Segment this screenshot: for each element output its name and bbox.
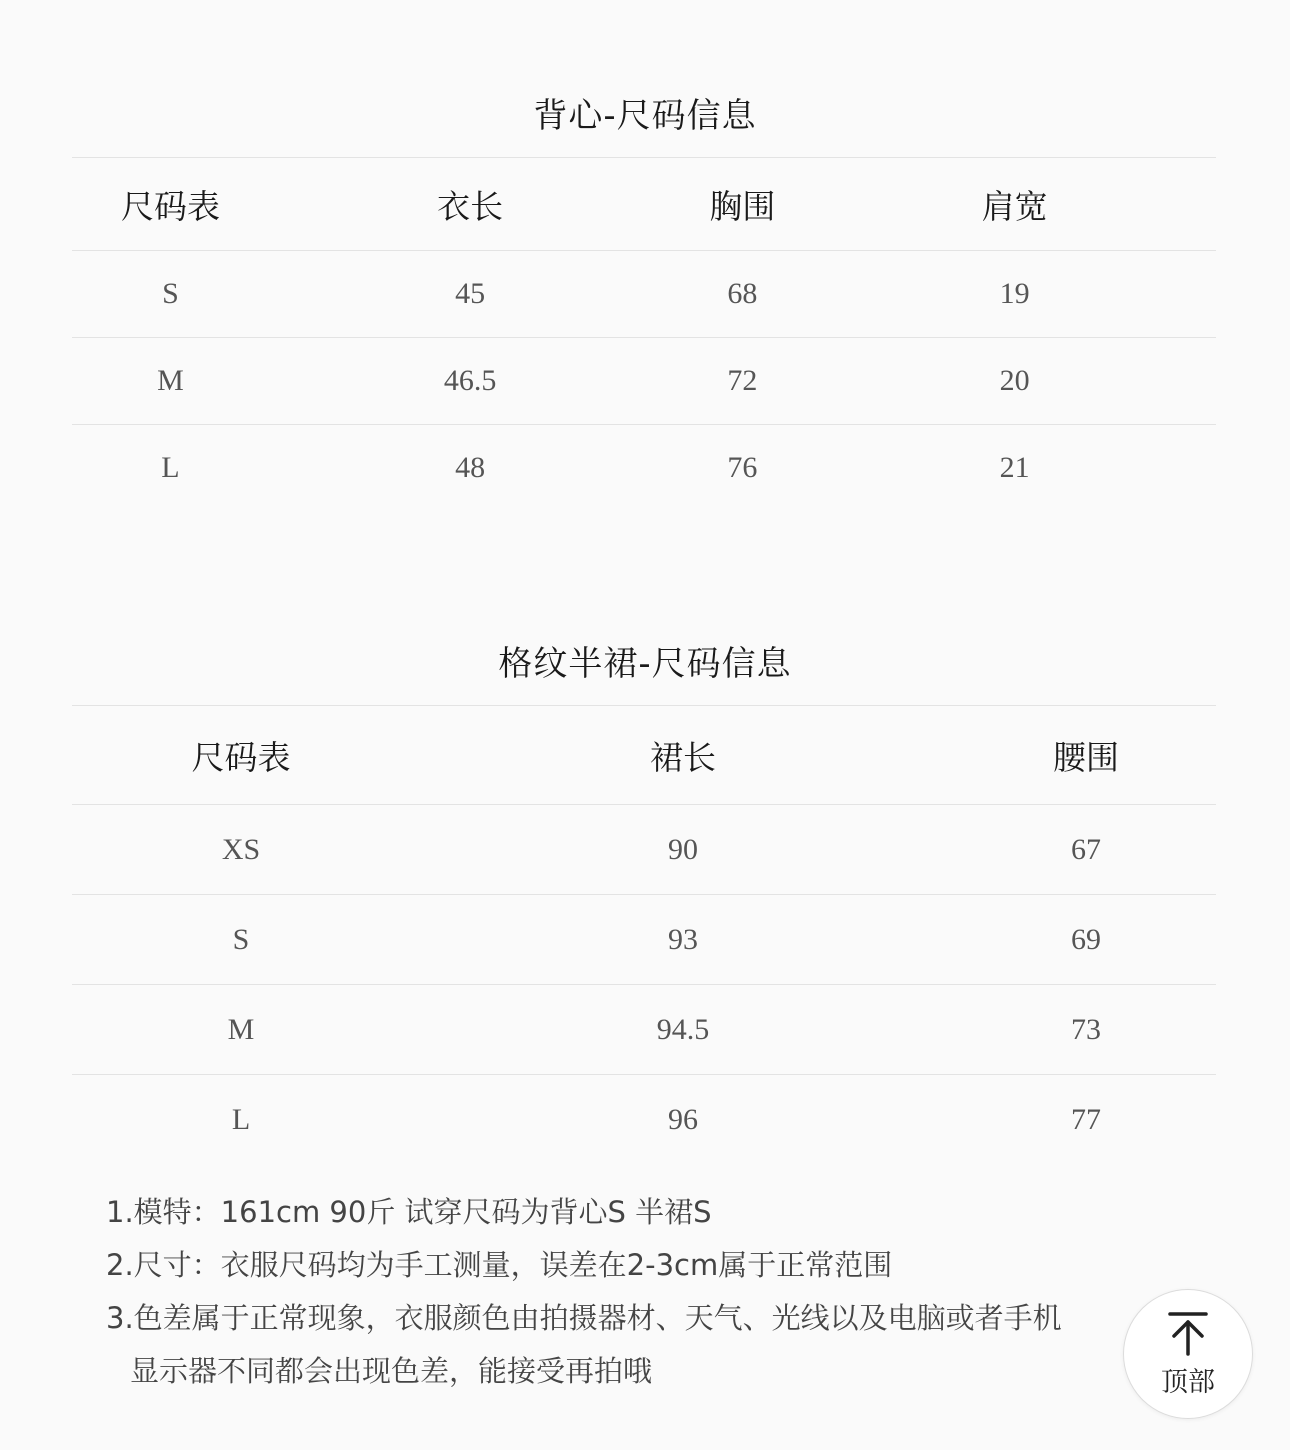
note-color-difference-cont: 显示器不同都会出现色差，能接受再拍哦 <box>130 1354 653 1388</box>
table-cell: 46.5 <box>443 364 497 397</box>
table-row <box>72 424 1216 511</box>
table-cell: 19 <box>999 277 1030 310</box>
size-notes <box>106 1186 1136 1398</box>
table-cell: M <box>227 1012 255 1046</box>
table-cell: L <box>231 1102 251 1136</box>
table-cell: 68 <box>727 277 758 310</box>
table-cell: 20 <box>999 364 1030 397</box>
table-cell: 69 <box>1071 922 1101 956</box>
column-header: 胸围 <box>709 186 776 226</box>
skirt-size-table <box>72 705 1216 1164</box>
table-row <box>72 250 1216 337</box>
table-row <box>72 1074 1216 1164</box>
table-cell: 48 <box>455 451 486 484</box>
column-header: 裙长 <box>650 737 716 777</box>
table-row <box>72 337 1216 424</box>
table-cell: S <box>162 277 179 310</box>
column-header: 肩宽 <box>981 186 1048 226</box>
table-header-row <box>72 157 1216 250</box>
table-row <box>72 984 1216 1074</box>
back-to-top-label: 顶部 <box>1161 1366 1215 1398</box>
note-color-difference: 3.色差属于正常现象，衣服颜色由拍摄器材、天气、光线以及电脑或者手机 <box>106 1301 1062 1335</box>
table-cell: 96 <box>668 1102 698 1136</box>
table-cell: M <box>157 364 184 397</box>
skirt-size-title: 格纹半裙-尺码信息 <box>498 644 792 684</box>
table-cell: 45 <box>455 277 486 310</box>
column-header: 腰围 <box>1053 737 1119 777</box>
column-header: 尺码表 <box>120 186 220 226</box>
column-header: 尺码表 <box>191 737 291 777</box>
vest-size-table <box>72 157 1216 511</box>
table-cell: 94.5 <box>656 1012 710 1046</box>
table-cell: XS <box>221 832 261 866</box>
vest-size-title: 背心-尺码信息 <box>533 96 757 136</box>
column-header: 衣长 <box>437 186 504 226</box>
back-to-top-button[interactable] <box>1123 1289 1253 1419</box>
table-cell: 73 <box>1071 1012 1101 1046</box>
arrow-up-to-top-icon <box>1166 1310 1210 1358</box>
table-cell: 77 <box>1071 1102 1101 1136</box>
table-row <box>72 894 1216 984</box>
table-cell: 93 <box>668 922 698 956</box>
note-measurement: 2.尺寸：衣服尺码均为手工测量，误差在2-3cm属于正常范围 <box>106 1248 893 1282</box>
table-row <box>72 804 1216 894</box>
table-header-row <box>72 705 1216 804</box>
table-cell: L <box>161 451 180 484</box>
table-cell: 76 <box>727 451 758 484</box>
table-cell: S <box>232 922 250 956</box>
table-cell: 90 <box>668 832 698 866</box>
table-cell: 21 <box>999 451 1030 484</box>
table-cell: 72 <box>727 364 758 397</box>
table-cell: 67 <box>1071 832 1101 866</box>
note-model: 1.模特：161cm 90斤 试穿尺码为背心S 半裙S <box>106 1195 712 1229</box>
